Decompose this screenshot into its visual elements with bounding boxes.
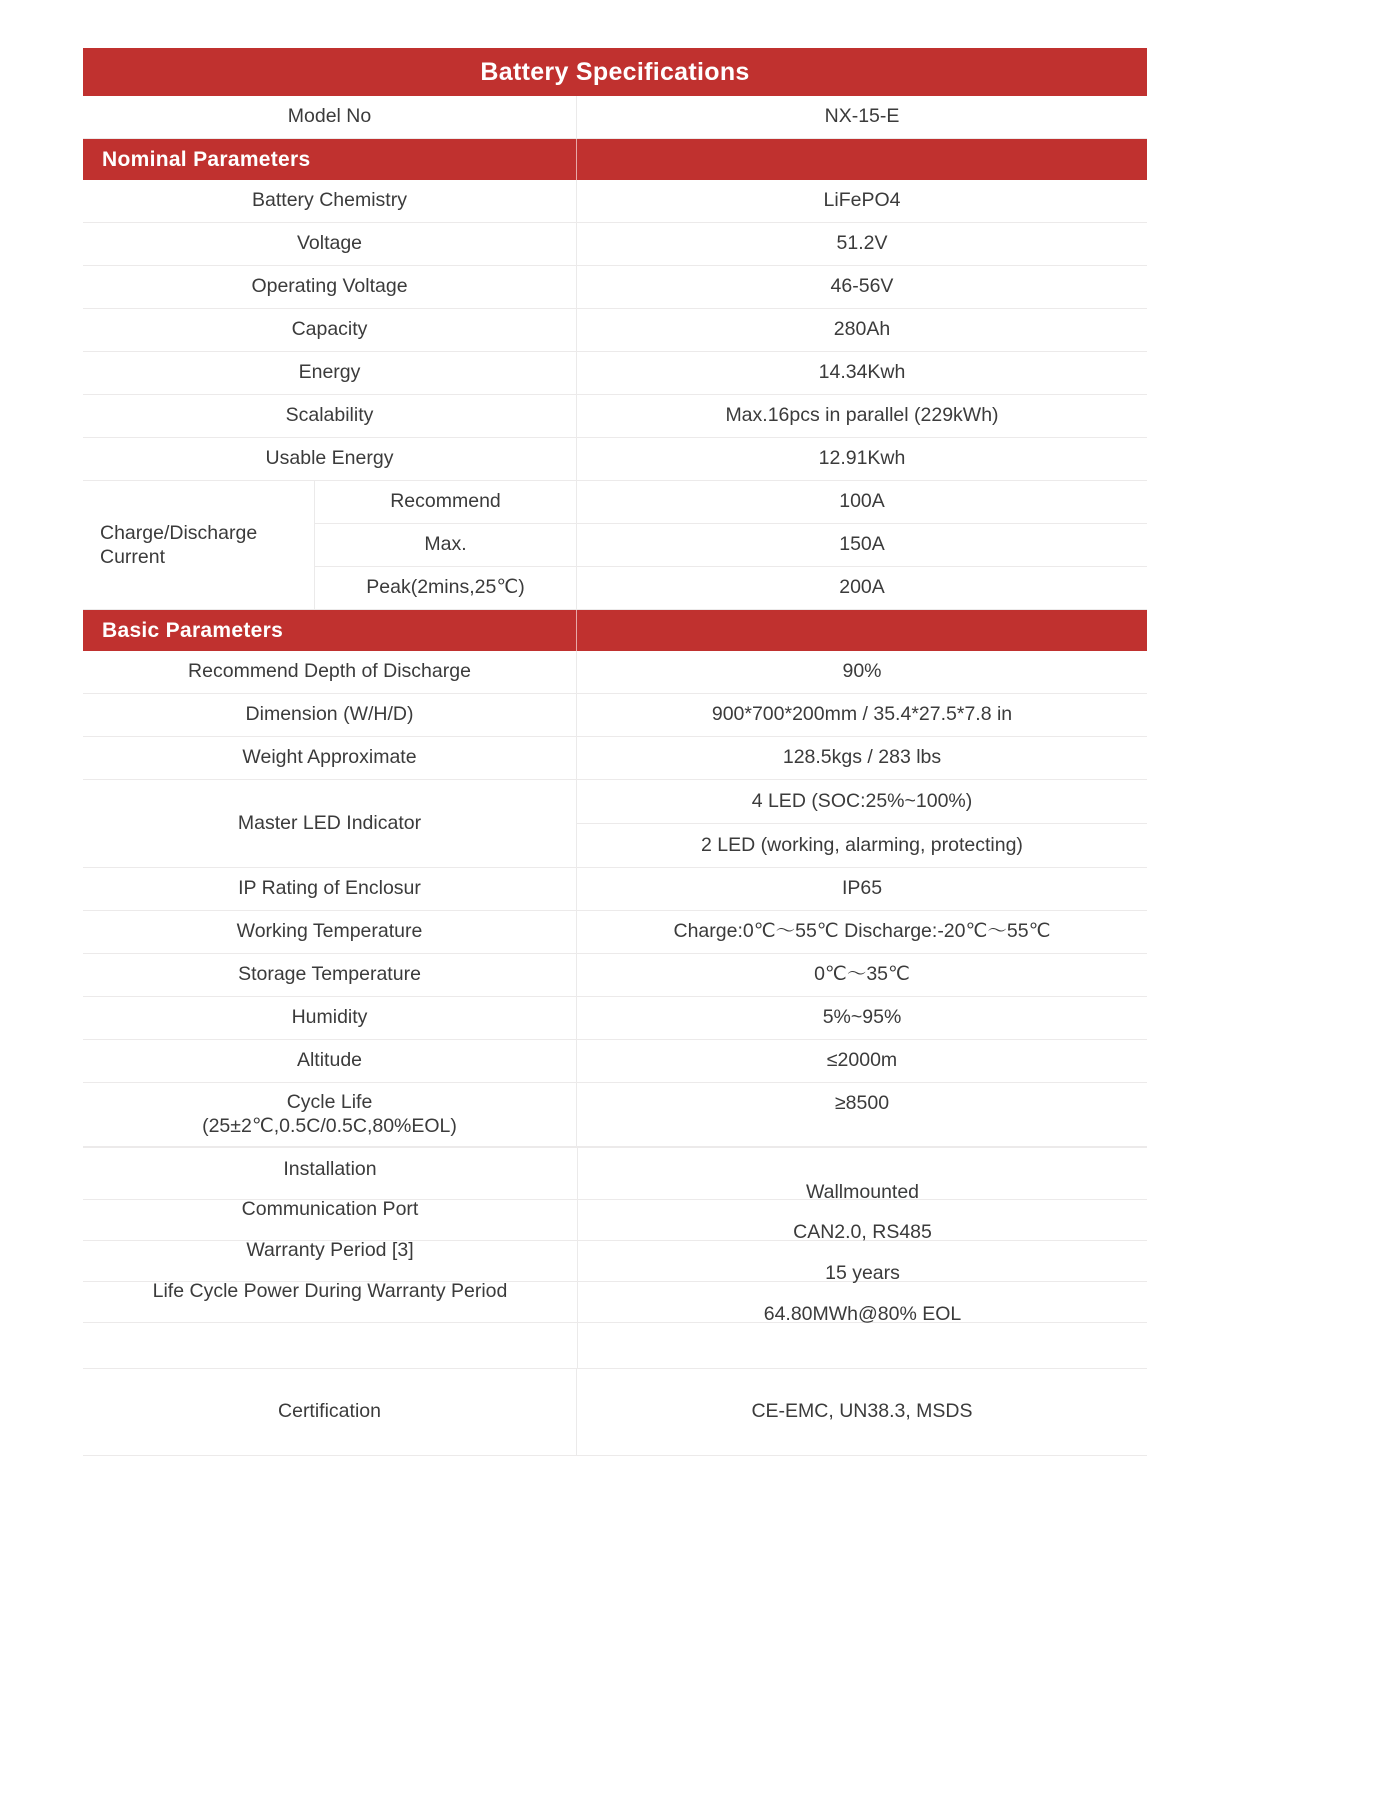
- row-label: Certification: [83, 1369, 577, 1455]
- merged-row-label: Charge/Discharge Current: [83, 481, 315, 609]
- row-value: Wallmounted: [805, 1181, 920, 1203]
- table-row: [83, 309, 1147, 352]
- row-value: CAN2.0, RS485: [793, 1221, 932, 1243]
- row-label: Capacity: [83, 309, 577, 351]
- table-row: [315, 524, 1147, 567]
- table-row: [83, 352, 1147, 395]
- row-label: Altitude: [83, 1040, 577, 1082]
- row-value: 150A: [839, 533, 885, 556]
- row-value: 900*700*200mm / 35.4*27.5*7.8 in: [711, 703, 1013, 726]
- table-row: [83, 395, 1147, 438]
- charge-discharge-current-block: [83, 481, 1147, 610]
- table-row: [83, 223, 1147, 266]
- row-label: Peak(2mins,25℃): [315, 567, 577, 609]
- row-value: 15 years: [825, 1262, 900, 1284]
- table-title-banner: [83, 48, 1147, 96]
- master-led-indicator-block: [83, 780, 1147, 868]
- row-value: IP65: [841, 877, 883, 900]
- row-label: Weight Approximate: [83, 737, 577, 779]
- page-title: Battery Specifications: [480, 58, 750, 86]
- row-divider: [83, 1147, 1147, 1148]
- section-header-basic-parameters: [83, 610, 1147, 651]
- row-value: ≥8500: [834, 1092, 890, 1114]
- row-label: Warranty Period [3]: [246, 1239, 414, 1261]
- row-label: Life Cycle Power During Warranty Period: [152, 1280, 508, 1302]
- table-row: [83, 911, 1147, 954]
- row-value: 280Ah: [833, 318, 891, 341]
- row-label: Dimension (W/H/D): [83, 694, 577, 736]
- row-value: 51.2V: [836, 232, 888, 255]
- row-value: 46-56V: [830, 275, 894, 298]
- row-label: Humidity: [83, 997, 577, 1039]
- table-row-model-no: [83, 96, 1147, 139]
- row-label: Battery Chemistry: [83, 180, 577, 222]
- table-row: [83, 1040, 1147, 1083]
- row-label: Usable Energy: [83, 438, 577, 480]
- row-label: Recommend: [315, 481, 577, 523]
- row-value: 128.5kgs / 283 lbs: [782, 746, 942, 769]
- row-label: Recommend Depth of Discharge: [83, 651, 577, 693]
- row-value: 100A: [839, 490, 885, 513]
- row-label: Working Temperature: [83, 911, 577, 953]
- row-value: 90%: [842, 660, 882, 683]
- merged-row-subrows: [315, 481, 1147, 609]
- table-row: [83, 737, 1147, 780]
- section-header-filler: [577, 610, 1147, 651]
- row-label: Storage Temperature: [83, 954, 577, 996]
- row-value: 14.34Kwh: [818, 361, 906, 384]
- offset-rows-block: [83, 1147, 1147, 1368]
- table-row: [83, 954, 1147, 997]
- table-row-cycle-life: [83, 1083, 1147, 1147]
- section-header-label: Basic Parameters: [83, 610, 577, 651]
- row-value: Charge:0℃～55℃ Discharge:-20℃～55℃: [673, 920, 1051, 943]
- table-row: [83, 997, 1147, 1040]
- row-value: 200A: [839, 576, 885, 599]
- battery-specifications-table: [83, 48, 1147, 1456]
- table-row: [83, 266, 1147, 309]
- row-label: Installation: [283, 1158, 377, 1180]
- section-header-filler: [577, 139, 1147, 180]
- row-value: LiFePO4: [823, 189, 901, 212]
- row-label: Scalability: [83, 395, 577, 437]
- table-row: [83, 694, 1147, 737]
- table-row-certification: [83, 1368, 1147, 1456]
- table-row: [315, 567, 1147, 609]
- row-value: 64.80MWh@80% EOL: [763, 1303, 962, 1325]
- row-value: 4 LED (SOC:25%~100%): [577, 780, 1147, 824]
- table-row: [315, 481, 1147, 524]
- row-label: Max.: [315, 524, 577, 566]
- row-label: Energy: [83, 352, 577, 394]
- table-row: [83, 868, 1147, 911]
- row-value: 2 LED (working, alarming, protecting): [701, 834, 1023, 856]
- row-value: 12.91Kwh: [818, 447, 906, 470]
- merged-row-values: [577, 780, 1147, 867]
- table-row: [83, 438, 1147, 481]
- cycle-life-label-line-1: Cycle Life: [286, 1090, 373, 1113]
- section-header-nominal-parameters: [83, 139, 1147, 180]
- row-label: Operating Voltage: [83, 266, 577, 308]
- row-label: IP Rating of Enclosur: [83, 868, 577, 910]
- row-label: Model No: [83, 96, 577, 138]
- table-row: [83, 180, 1147, 223]
- merged-row-label: Master LED Indicator: [83, 780, 577, 867]
- row-label: [83, 1083, 577, 1146]
- row-value: 5%~95%: [822, 1006, 902, 1029]
- row-value: ≤2000m: [826, 1049, 898, 1072]
- row-label: Voltage: [83, 223, 577, 265]
- row-value: 0℃～35℃: [814, 963, 910, 986]
- section-header-label: Nominal Parameters: [83, 139, 577, 180]
- row-label: Communication Port: [241, 1198, 419, 1220]
- row-value: Max.16pcs in parallel (229kWh): [725, 404, 999, 427]
- table-row: [83, 651, 1147, 694]
- row-value: CE-EMC, UN38.3, MSDS: [751, 1400, 973, 1423]
- row-value: NX-15-E: [824, 105, 900, 128]
- cycle-life-label-line-2: (25±2℃,0.5C/0.5C,80%EOL): [202, 1114, 457, 1137]
